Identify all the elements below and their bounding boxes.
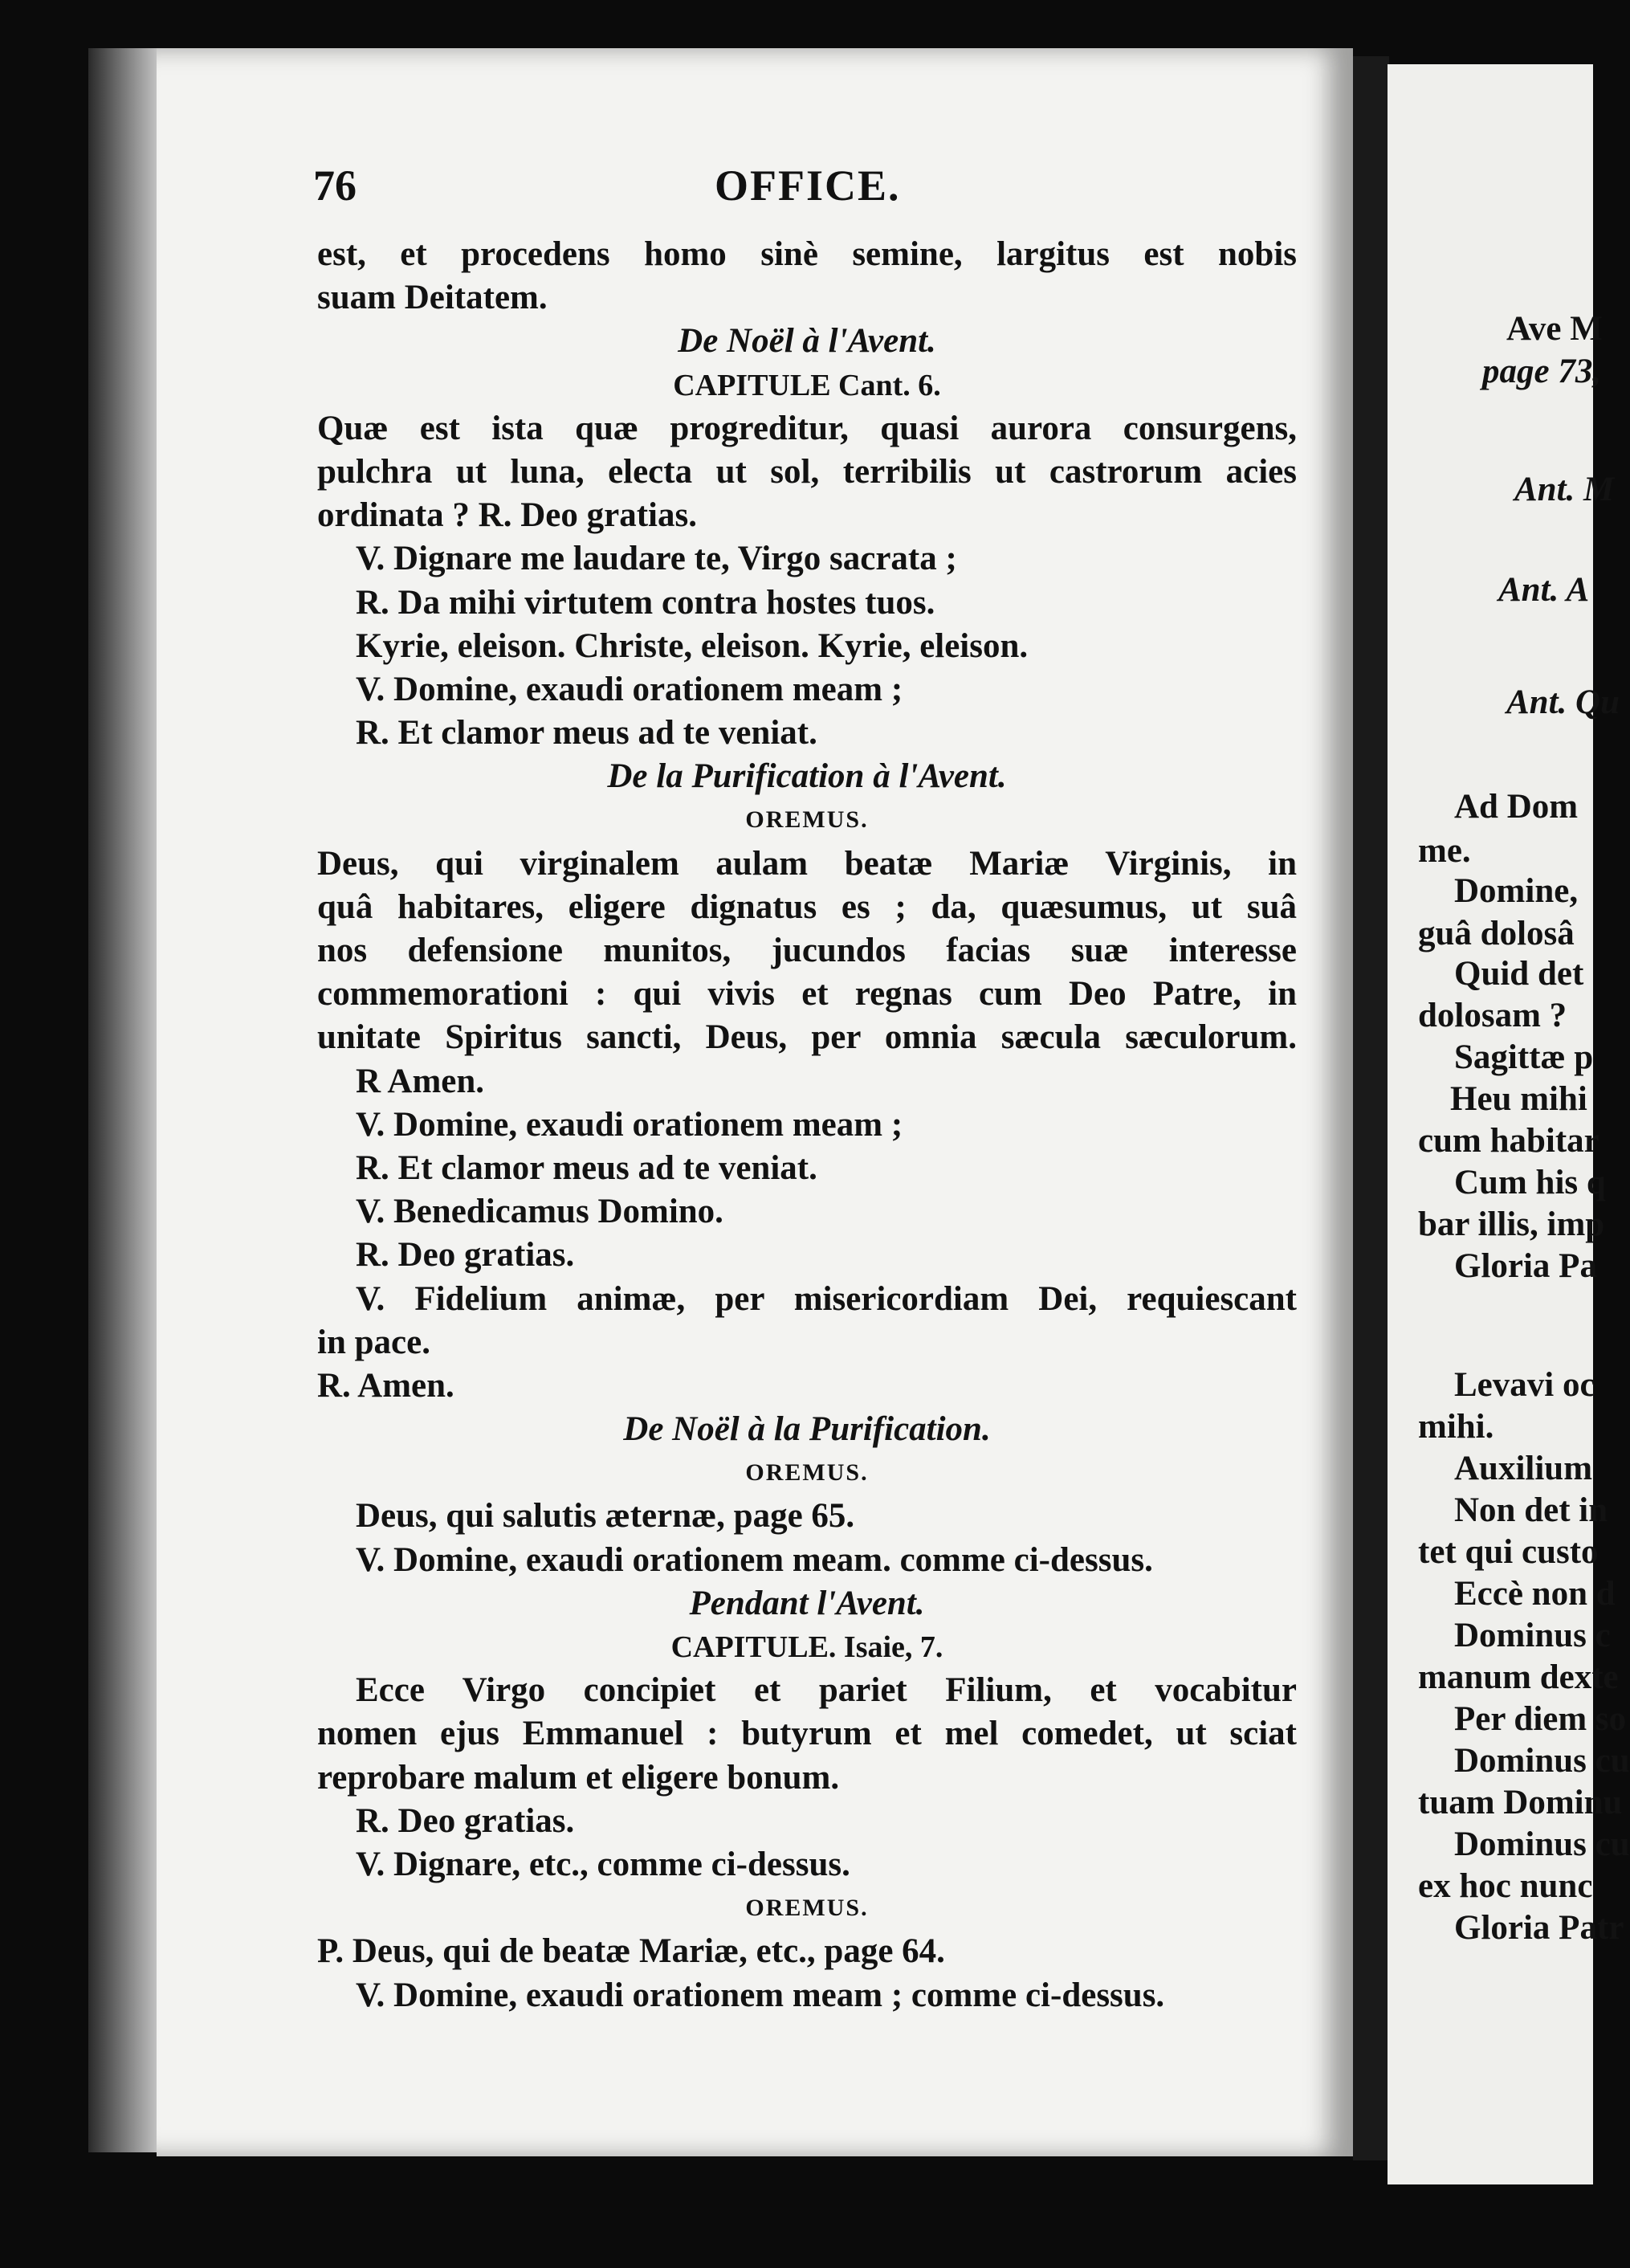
text-line: Ad Dom: [1454, 788, 1579, 826]
text-line: ordinata ? R. Deo gratias.: [317, 496, 697, 535]
oremus-heading: OREMUS.: [745, 1895, 869, 1922]
text-line: P. Deus, qui de beatæ Mariæ, etc., page 64.: [317, 1932, 945, 1971]
text-line: dolosam ?: [1418, 997, 1567, 1034]
text-line: Eccè non d: [1454, 1575, 1616, 1613]
text-line: Gloria Patr: [1454, 1909, 1624, 1947]
text-line: mihi.: [1418, 1408, 1494, 1446]
book-binding: [88, 48, 161, 2152]
text-line: reprobare malum et eligere bonum.: [317, 1758, 840, 1797]
versicle-line: V. Domine, exaudi orationem meam ; comme ci-dessus.: [356, 1976, 1165, 2014]
response-line: R. Et clamor meus ad te veniat.: [356, 714, 817, 753]
response-line: R. Deo gratias.: [356, 1801, 575, 1840]
response-line: R. Amen.: [317, 1366, 454, 1405]
text-line: Sagittæ p: [1454, 1038, 1594, 1076]
right-page: [1388, 64, 1630, 2184]
text-line: quâ habitares, eligere dignatus es ; da, quæsumus, ut suâ: [317, 887, 1297, 926]
text-line: Quæ est ista quæ progreditur, quasi aurora consurgens,: [317, 409, 1297, 447]
versicle-line: V. Dignare, etc., comme ci-dessus.: [356, 1845, 850, 1883]
left-page-text: [317, 233, 1297, 2017]
response-line: R. Deo gratias.: [356, 1236, 575, 1275]
versicle-line: V. Domine, exaudi orationem meam ;: [356, 670, 903, 708]
text-line: est, et procedens homo sinè semine, largitus est nobis: [317, 235, 1297, 273]
text-line: Quid det: [1454, 955, 1584, 993]
response-line: R. Da mihi virtutem contra hostes tuos.: [356, 583, 935, 622]
response-line: R. Et clamor meus ad te veniat.: [356, 1148, 817, 1187]
text-line: nos defensione munitos, jucundos facias suæ interesse: [317, 932, 1297, 969]
text-line: Levavi oc: [1454, 1366, 1595, 1404]
section-heading: De Noël à la Purification.: [623, 1410, 991, 1449]
text-line: Non det in: [1454, 1491, 1608, 1529]
text-line: tet qui custo: [1418, 1533, 1599, 1571]
text-line: Ant. M: [1514, 471, 1615, 508]
versicle-line: V. Dignare me laudare te, Virgo sacrata ;: [356, 540, 957, 578]
versicle-line: V. Benedicamus Domino.: [356, 1193, 723, 1231]
text-line: Dominus c: [1454, 1617, 1611, 1654]
capitule-heading: CAPITULE Cant. 6.: [673, 368, 941, 402]
text-line: unitate Spiritus sancti, Deus, per omnia sæcula sæculorum.: [317, 1018, 1297, 1057]
versicle-line: V. Domine, exaudi orationem meam. comme ci-dessus.: [356, 1540, 1153, 1579]
page-gutter: [1353, 56, 1389, 2160]
text-line: Heu mihi: [1450, 1080, 1587, 1118]
running-head: OFFICE.: [715, 161, 901, 210]
text-line: commemorationi : qui vivis et regnas cum Deo Patre, in: [317, 975, 1297, 1014]
text-line: Deus, qui virginalem aulam beatæ Mariæ Virginis, in: [317, 844, 1297, 883]
text-line: bar illis, imp: [1418, 1205, 1605, 1243]
section-heading: De Noël à l'Avent.: [678, 322, 936, 361]
text-line: Kyrie, eleison. Christe, eleison. Kyrie, eleison.: [356, 626, 1029, 665]
text-line: ex hoc nunc: [1418, 1867, 1593, 1905]
versicle-line: V. Domine, exaudi orationem meam ;: [356, 1105, 903, 1144]
text-line: Gloria Pa: [1454, 1247, 1597, 1285]
capitule-heading: CAPITULE. Isaie, 7.: [670, 1630, 943, 1664]
text-line: me.: [1418, 832, 1471, 870]
oremus-heading: OREMUS.: [745, 806, 869, 834]
page-number: 76: [313, 161, 357, 210]
text-line: Ave M: [1506, 310, 1603, 348]
text-line: page 73,: [1482, 353, 1602, 390]
text-line: Auxilium: [1454, 1450, 1593, 1487]
text-line: pulchra ut luna, electa ut sol, terribilis ut castrorum acies: [317, 452, 1297, 491]
text-line: Ant. A: [1498, 571, 1590, 609]
text-line: Per diem so: [1454, 1700, 1627, 1738]
text-line: Dominus cu: [1454, 1825, 1630, 1863]
text-line: Domine,: [1454, 872, 1579, 910]
oremus-heading: OREMUS.: [745, 1459, 869, 1487]
text-line: in pace.: [317, 1323, 430, 1361]
section-heading: Pendant l'Avent.: [689, 1584, 925, 1622]
section-heading: De la Purification à l'Avent.: [607, 757, 1007, 796]
response-line: R Amen.: [356, 1062, 485, 1100]
text-line: Cum his q: [1454, 1164, 1606, 1201]
text-line: Ant. Qu: [1506, 683, 1620, 721]
text-line: manum dexte: [1418, 1658, 1619, 1696]
text-line: Deus, qui salutis æternæ, page 65.: [356, 1497, 855, 1536]
text-line: Dominus cu: [1454, 1742, 1630, 1780]
text-line: Ecce Virgo concipiet et pariet Filium, et vocabitur: [356, 1671, 1297, 1710]
text-line: cum habitar: [1418, 1122, 1599, 1160]
text-line: guâ dolosâ: [1418, 915, 1575, 952]
versicle-line: V. Fidelium animæ, per misericordiam Dei, requiescant: [356, 1279, 1297, 1318]
text-line: nomen ejus Emmanuel : butyrum et mel comedet, ut sciat: [317, 1715, 1297, 1753]
page-header: [313, 161, 1277, 217]
text-line: tuam Dominu: [1418, 1784, 1623, 1821]
text-line: suam Deitatem.: [317, 279, 548, 317]
